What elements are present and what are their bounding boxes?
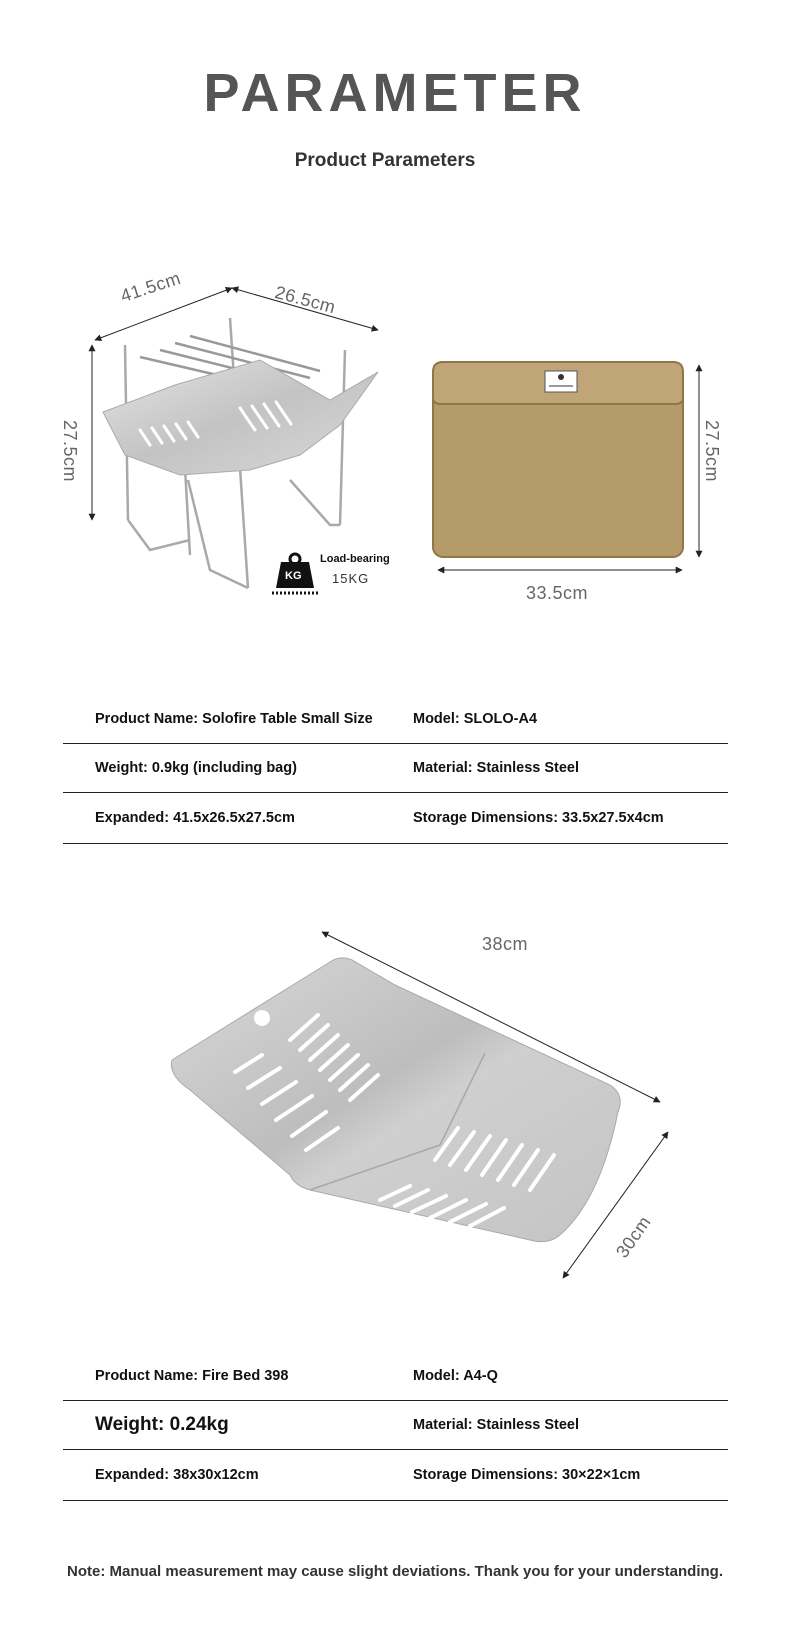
- weight-icon-text: KG: [285, 570, 302, 582]
- dimension-height-label: 27.5cm: [60, 420, 80, 483]
- spec-row: [63, 1400, 728, 1450]
- spec-model: Model: SLOLO-A4: [413, 710, 538, 727]
- load-bearing-label: Load-bearing: [320, 553, 390, 565]
- spec-storage: Storage Dimensions: 30×22×1cm: [413, 1466, 641, 1483]
- page-title: PARAMETER: [203, 63, 587, 123]
- spec-row: [63, 1449, 728, 1501]
- spec-model: Model: A4-Q: [413, 1367, 498, 1384]
- fire-bed-length-label: 38cm: [482, 934, 529, 954]
- spec-weight: Weight: 0.9kg (including bag): [95, 759, 297, 776]
- footer-note: Note: Manual measurement may cause slight deviations. Thank you for your understanding.: [67, 1563, 723, 1580]
- spec-expanded: Expanded: 38x30x12cm: [95, 1466, 259, 1483]
- load-bearing-value: 15KG: [332, 571, 370, 586]
- spec-material: Material: Stainless Steel: [413, 759, 580, 776]
- bag-height-label: 27.5cm: [702, 420, 722, 483]
- fire-bed-width-label: 30cm: [612, 1212, 655, 1262]
- spec-product-name: Product Name: Solofire Table Small Size: [95, 710, 373, 727]
- dimension-length-label: 41.5cm: [118, 267, 184, 307]
- spec-weight: Weight: 0.24kg: [95, 1413, 229, 1435]
- bag-width-label: 33.5cm: [526, 583, 589, 603]
- spec-row: [63, 1351, 728, 1401]
- spec-storage: Storage Dimensions: 33.5x27.5x4cm: [413, 809, 664, 826]
- spec-material: Material: Stainless Steel: [413, 1416, 580, 1433]
- dimension-width-label: 26.5cm: [272, 282, 338, 318]
- spec-product-name: Product Name: Fire Bed 398: [95, 1367, 289, 1384]
- page-subtitle: Product Parameters: [294, 150, 476, 171]
- spec-expanded: Expanded: 41.5x26.5x27.5cm: [95, 809, 295, 826]
